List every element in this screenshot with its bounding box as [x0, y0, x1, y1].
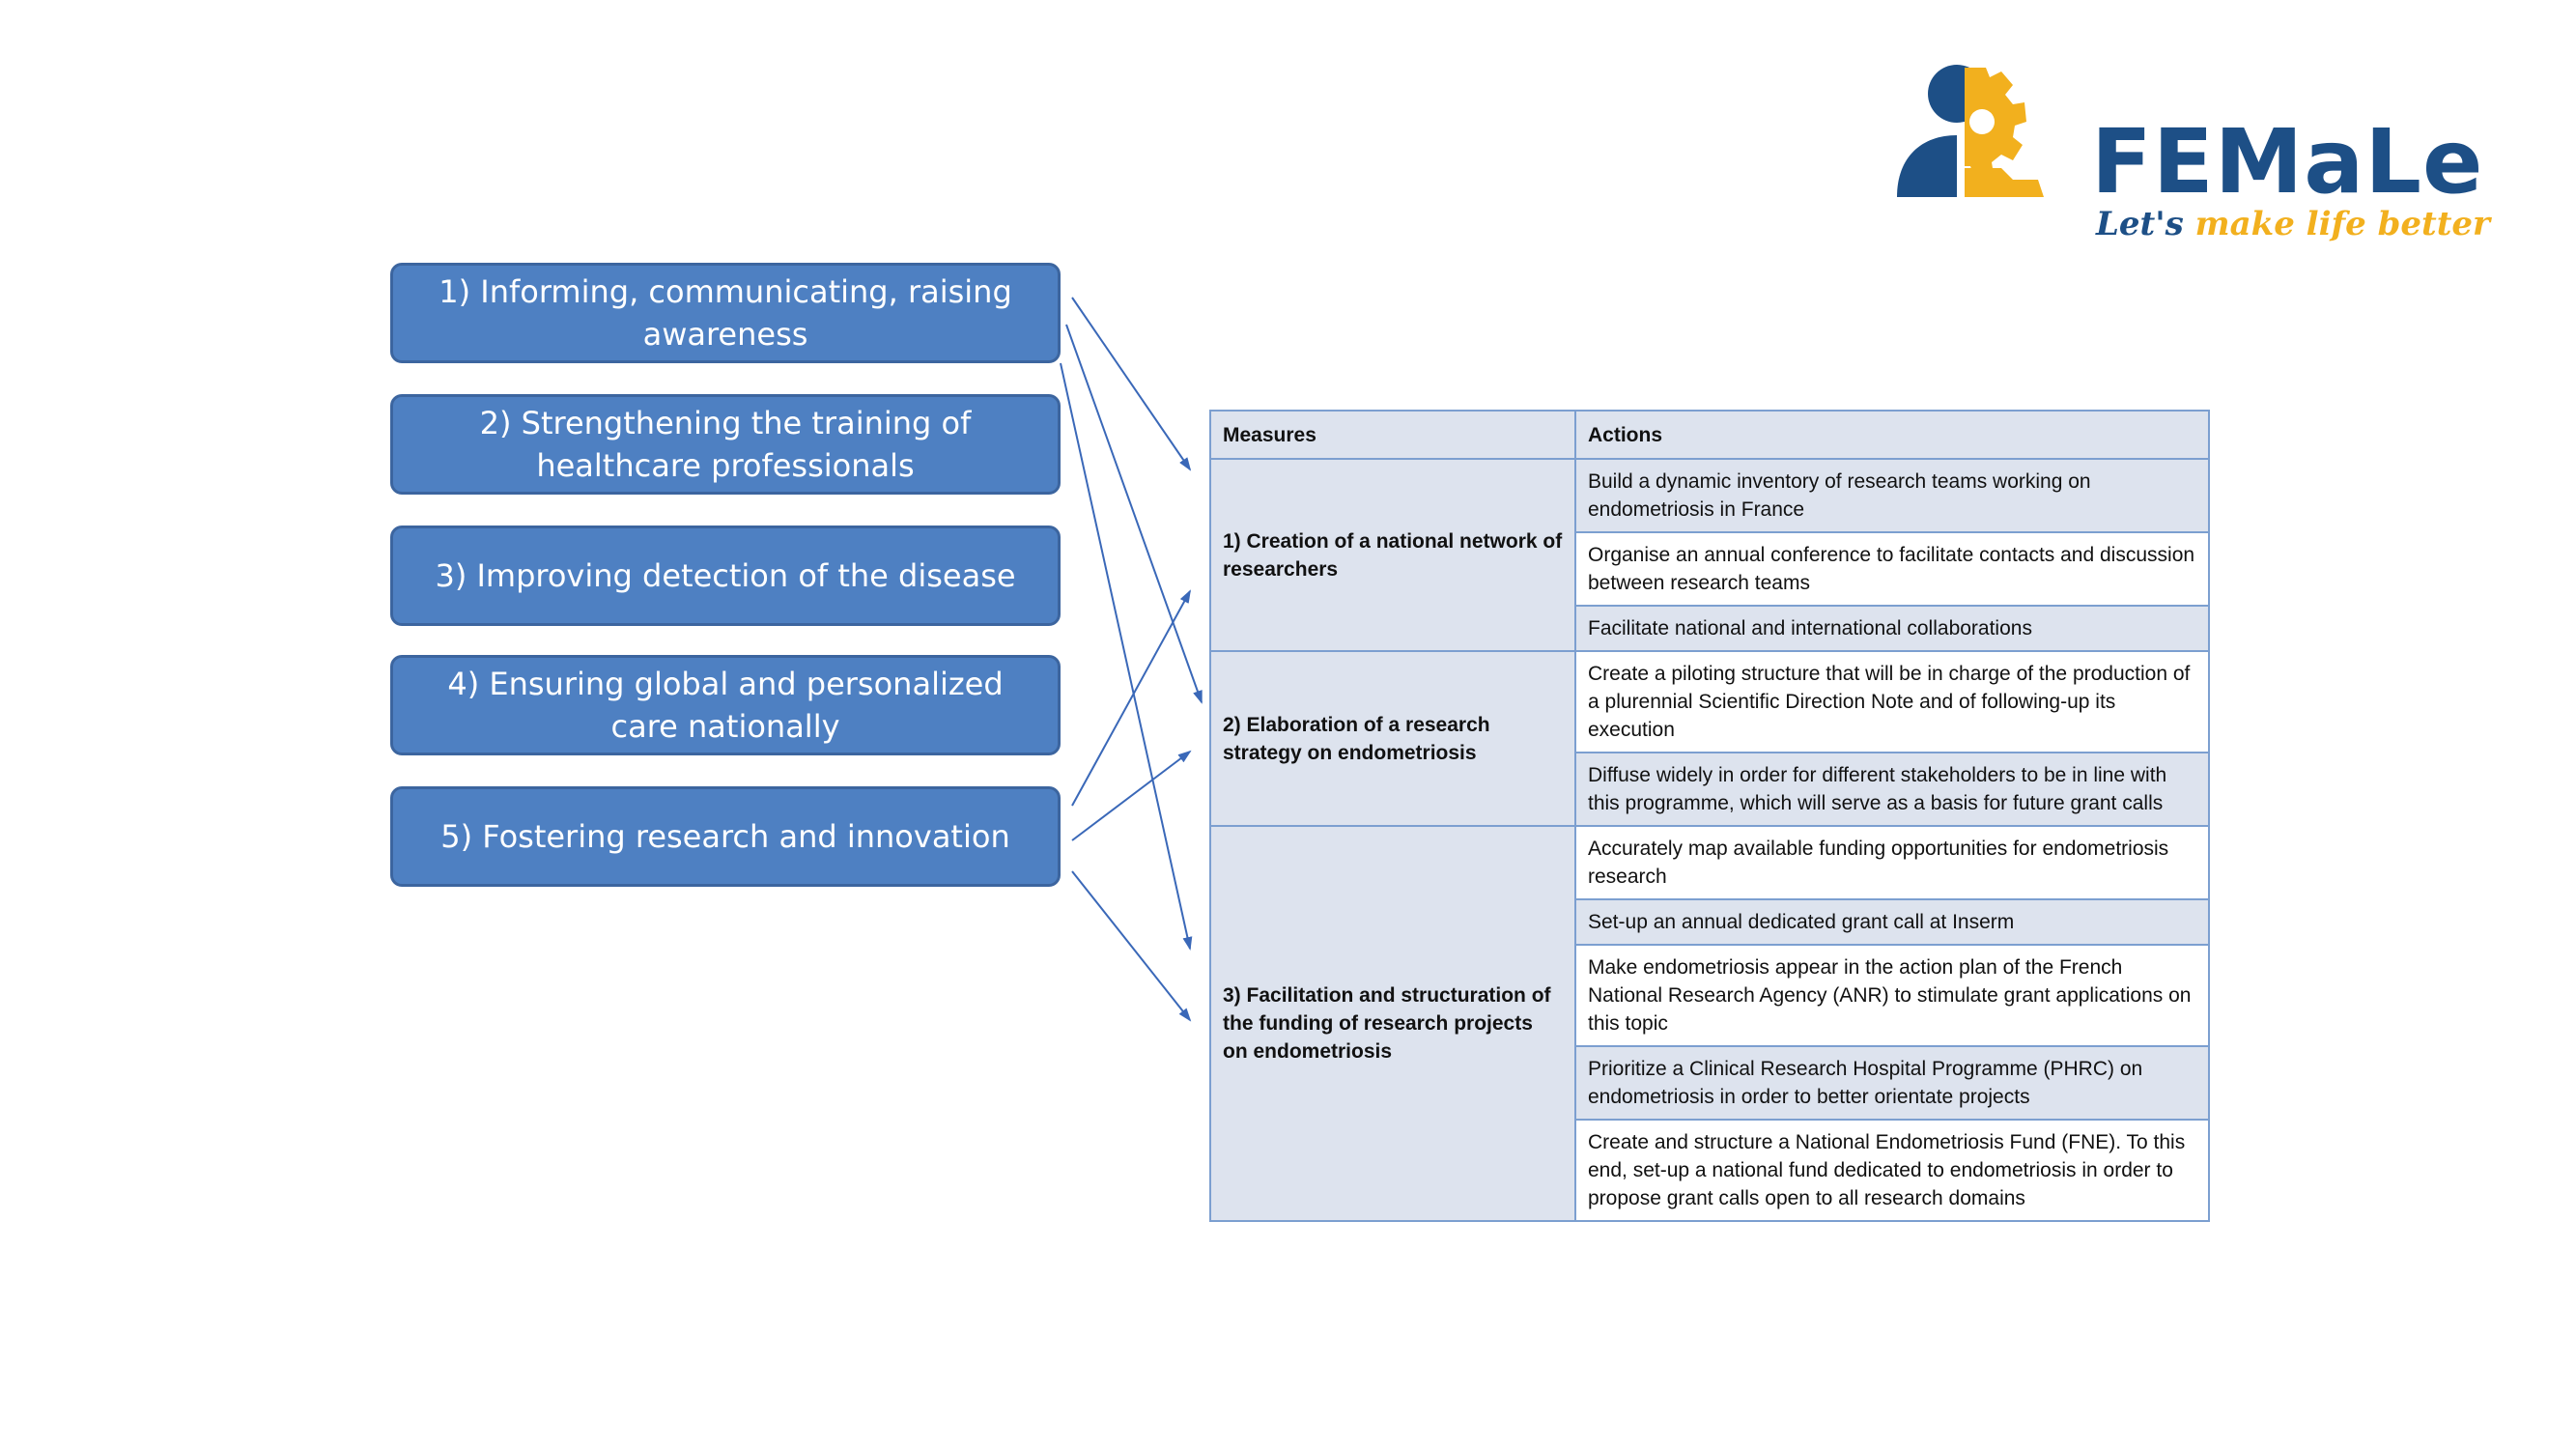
table-row	[1210, 826, 2209, 899]
action-cell: Organise an annual conference to facilitate contacts and discussion between research teams	[1575, 532, 2209, 606]
action-cell: Make endometriosis appear in the action plan of the French National Research Agency (ANR) to stimulate grant applications on this topic	[1575, 945, 2209, 1046]
action-cell: Create a piloting structure that will be in charge of the production of a plurennial Scientific Direction Note and of following-up its execution	[1575, 651, 2209, 753]
action-cell: Accurately map available funding opportunities for endometriosis research	[1575, 826, 2209, 899]
goal-box-2	[390, 394, 1061, 495]
arrow-goal1-to-measure-2	[1066, 325, 1202, 702]
logo-tagline	[2096, 205, 2490, 243]
header-measures: Measures	[1210, 411, 1575, 459]
arrow-goal1-to-measures-header	[1072, 298, 1190, 469]
female-logo	[1893, 60, 2511, 243]
action-cell: Set-up an annual dedicated grant call at Inserm	[1575, 899, 2209, 945]
goal-label: 5) Fostering research and innovation	[440, 818, 1010, 855]
tagline-part-2: make life better	[2194, 205, 2490, 243]
measure-1: 1) Creation of a national network of researchers	[1210, 459, 1575, 651]
goal-label: 1) Informing, communicating, raising awareness	[439, 273, 1012, 353]
arrow-goal5-to-measure-3	[1072, 871, 1190, 1020]
action-cell: Prioritize a Clinical Research Hospital Programme (PHRC) on endometriosis in order to better orientate projects	[1575, 1046, 2209, 1120]
measures-actions-table	[1209, 410, 2210, 1222]
tagline-part-1: Let's	[2096, 205, 2184, 243]
goal-label: 4) Ensuring global and personalized care nationally	[447, 666, 1004, 745]
goal-box-3	[390, 526, 1061, 626]
action-cell: Build a dynamic inventory of research teams working on endometriosis in France	[1575, 459, 2209, 532]
measure-2: 2) Elaboration of a research strategy on endometriosis	[1210, 651, 1575, 826]
goal-box-1	[390, 263, 1061, 363]
table-row	[1210, 651, 2209, 753]
action-cell: Diffuse widely in order for different stakeholders to be in line with this programme, which will serve as a basis for future grant calls	[1575, 753, 2209, 826]
measure-3: 3) Facilitation and structuration of the funding of research projects on endometriosis	[1210, 826, 1575, 1221]
logo-wordmark: FEMaLe	[2091, 110, 2484, 213]
logo-figure-gear-icon	[1893, 60, 2048, 205]
table-row	[1210, 459, 2209, 532]
header-actions: Actions	[1575, 411, 2209, 459]
goal-label: 3) Improving detection of the disease	[435, 557, 1016, 594]
arrow-goal1-to-measure-3	[1061, 363, 1190, 949]
arrow-goal5-to-measure-2	[1072, 752, 1190, 840]
action-cell: Create and structure a National Endometriosis Fund (FNE). To this end, set-up a national fund dedicated to endometriosis in order to propose grant calls open to all research domains	[1575, 1120, 2209, 1221]
goal-label: 2) Strengthening the training of healthcare professionals	[479, 405, 972, 484]
goal-box-4	[390, 655, 1061, 755]
arrow-goal5-to-measure-1	[1072, 591, 1190, 806]
goal-box-5	[390, 786, 1061, 887]
table-header-row	[1210, 411, 2209, 459]
action-cell: Facilitate national and international collaborations	[1575, 606, 2209, 651]
